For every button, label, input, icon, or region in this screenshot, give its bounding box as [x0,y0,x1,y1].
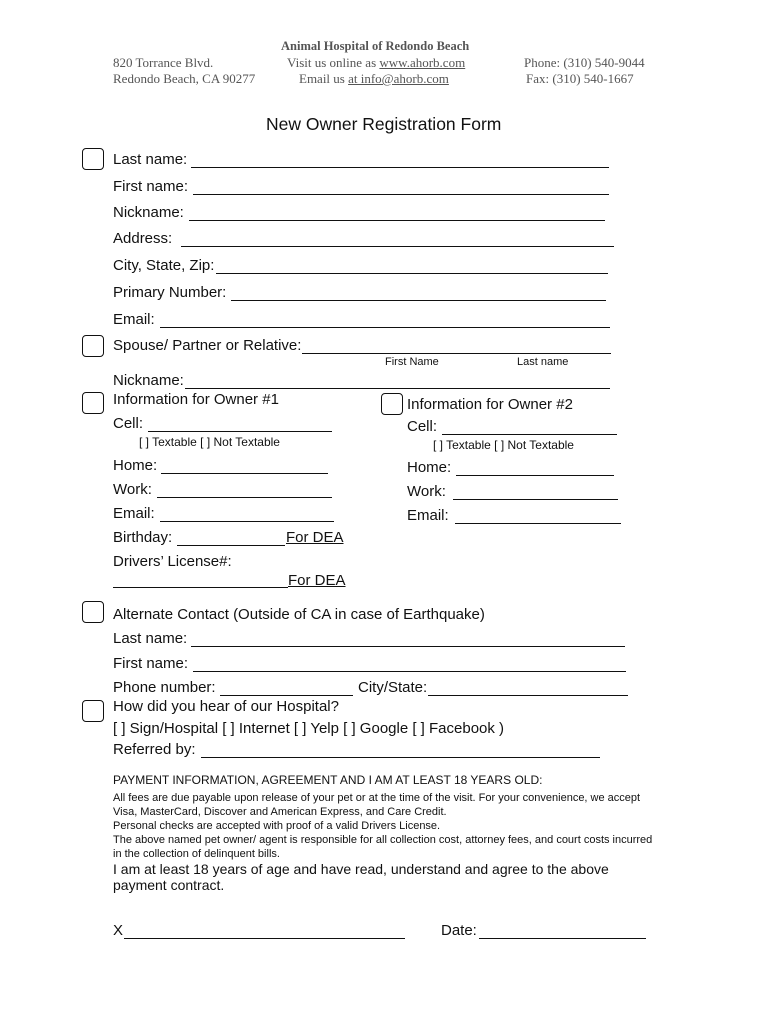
referred-by-field[interactable] [201,757,600,758]
primary-number-field[interactable] [231,300,606,301]
phone: Phone: (310) 540-9044 [524,55,645,70]
city-state-zip-field[interactable] [216,273,608,274]
owner1-email-field[interactable] [160,521,334,522]
owner1-textable-options[interactable]: [ ] Textable [ ] Not Textable [139,435,280,449]
nickname-label: Nickname: [113,204,184,221]
referral-options[interactable]: [ ] Sign/Hospital [ ] Internet [ ] Yelp [ ] Google [ ] Facebook ) [113,720,505,737]
owner1-drivers-license-label: Drivers’ License#: [113,553,232,570]
signature-field[interactable] [124,938,405,939]
address-label: Address: [113,230,173,247]
email-label: Email: [113,311,155,328]
owner2-cell-field[interactable] [442,434,617,435]
primary-number-label: Primary Number: [113,284,227,301]
owner2-email-label: Email: [407,507,449,524]
owner1-birthday-label: Birthday: [113,529,173,546]
email-link[interactable]: at info@ahorb.com [348,71,449,86]
owner1-title: Information for Owner #1 [113,391,279,408]
owner2-cell-label: Cell: [407,418,438,435]
alternate-first-name-label: First name: [113,655,189,672]
owner1-cell-label: Cell: [113,415,144,432]
alternate-first-name-field[interactable] [193,671,626,672]
first-name-label: First name: [113,178,189,195]
spouse-last-name-caption: Last name [517,356,569,368]
owner2-home-field[interactable] [456,475,614,476]
referral-question: How did you hear of our Hospital? [113,698,339,715]
clinic-name: Animal Hospital of Redondo Beach [281,39,470,53]
payment-heading: PAYMENT INFORMATION, AGREEMENT AND I AM AT LEAST 18 YEARS OLD: [113,773,543,787]
alternate-phone-field[interactable] [220,695,353,696]
birthday-for-dea: For DEA [286,529,344,546]
date-label: Date: [441,922,477,939]
license-for-dea: For DEA [288,572,346,589]
email-field[interactable] [160,327,610,328]
email-line [299,71,449,87]
owner1-drivers-license-field[interactable] [113,587,288,588]
address-field[interactable] [181,246,614,247]
last-name-label: Last name: [113,151,188,168]
owner2-work-field[interactable] [453,499,618,500]
owner1-email-label: Email: [113,505,155,522]
fax: Fax: (310) 540-1667 [526,71,634,86]
city-state-zip-label: City, State, Zip: [113,257,215,274]
first-name-field[interactable] [193,194,609,195]
spouse-nickname-field[interactable] [185,388,610,389]
owner1-cell-field[interactable] [148,431,332,432]
spouse-checkbox[interactable] [82,335,104,357]
spouse-nickname-label: Nickname: [113,372,184,389]
website-link[interactable]: www.ahorb.com [379,55,466,70]
signature-x-label: X [113,922,124,939]
owner2-title: Information for Owner #2 [407,396,573,413]
email-prefix: Email us [299,71,349,86]
website-line [287,55,465,71]
visit-prefix: Visit us online as [287,55,380,70]
owner1-home-label: Home: [113,457,158,474]
agreement-statement: I am at least 18 years of age and have read, understand and agree to the above payment contract. [113,861,609,893]
referred-by-label: Referred by: [113,741,196,758]
last-name-field[interactable] [191,167,609,168]
owner1-home-field[interactable] [161,473,328,474]
form-title: New Owner Registration Form [266,114,502,134]
nickname-field[interactable] [189,220,605,221]
owner2-checkbox[interactable] [381,393,403,415]
spouse-first-name-caption: First Name [385,356,439,368]
owner2-textable-options[interactable]: [ ] Textable [ ] Not Textable [433,438,574,452]
owner2-home-label: Home: [407,459,452,476]
alternate-city-state-field[interactable] [428,695,628,696]
owner2-work-label: Work: [407,483,446,500]
payment-paragraph-2: Personal checks are accepted with proof of a valid Drivers License. [113,820,441,832]
alternate-last-name-label: Last name: [113,630,188,647]
referral-checkbox[interactable] [82,700,104,722]
owner1-work-field[interactable] [157,497,332,498]
date-field[interactable] [479,938,646,939]
alternate-title: Alternate Contact (Outside of CA in case of Earthquake) [113,606,485,623]
alternate-last-name-field[interactable] [191,646,625,647]
owner1-checkbox[interactable] [82,392,104,414]
spouse-field[interactable] [302,353,611,354]
alternate-phone-label: Phone number: [113,679,216,696]
owner2-email-field[interactable] [455,523,621,524]
spouse-label: Spouse/ Partner or Relative: [113,337,302,354]
address-line-2: Redondo Beach, CA 90277 [113,71,256,86]
alternate-checkbox[interactable] [82,601,104,623]
owner1-birthday-field[interactable] [177,545,285,546]
address-line-1: 820 Torrance Blvd. [113,55,214,70]
payment-paragraph-3: The above named pet owner/ agent is responsible for all collection cost, attorney fees, and court costs incurred in the collection of delinquent bills. [113,834,653,860]
owner-checkbox[interactable] [82,148,104,170]
owner1-work-label: Work: [113,481,152,498]
alternate-city-state-label: City/State: [358,679,428,696]
payment-paragraph-1: All fees are due payable upon release of your pet or at the time of the visit. For your convenience, we accept Visa, MasterCard, Discover and American Express, and Care Credit. [113,792,641,818]
